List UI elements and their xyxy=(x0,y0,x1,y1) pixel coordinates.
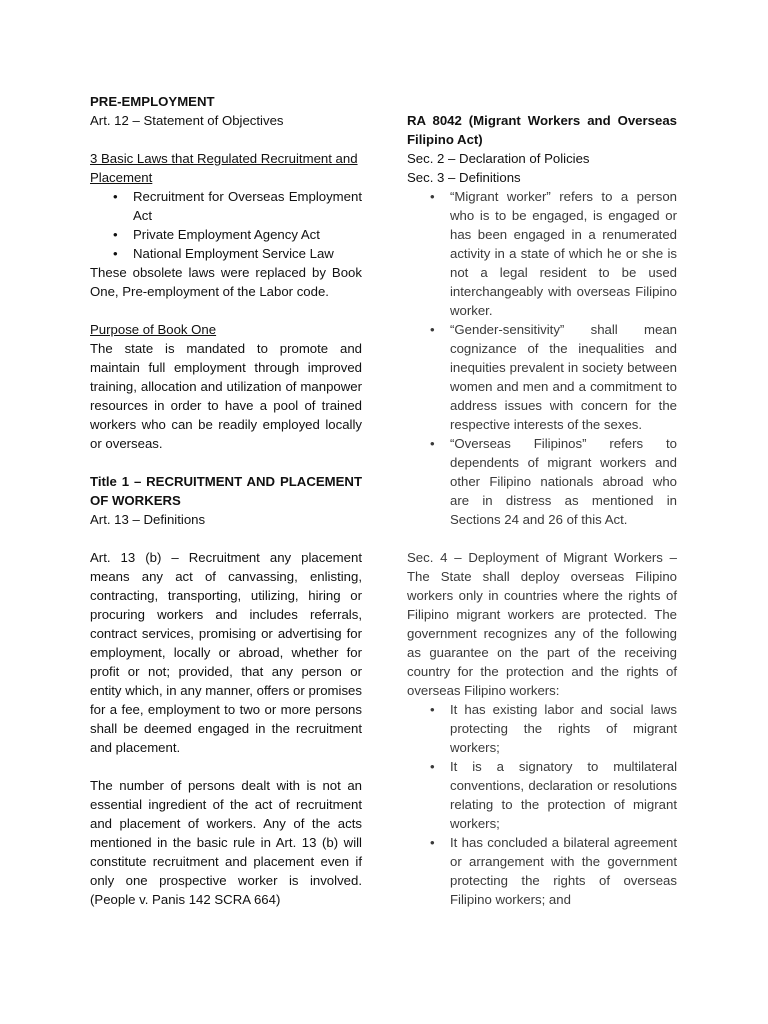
list-item: • It has existing labor and social laws protecting the rights of migrant workers; xyxy=(430,702,677,755)
bullet-icon: • xyxy=(430,702,435,717)
bullet-icon: • xyxy=(430,322,435,337)
left-column xyxy=(90,92,362,909)
list-item: • “Migrant worker” refers to a person who is to be engaged, is engaged or has been engaged in a renumerated activity in a state of which he or she is not a legal resident to be used interchangeably with overseas Filipino worker. xyxy=(430,189,677,318)
art-12-line: Art. 12 – Statement of Objectives xyxy=(90,113,284,128)
pre-employment-heading: PRE-EMPLOYMENT xyxy=(90,94,215,109)
bullet-icon: • xyxy=(113,246,118,261)
list-item: • Recruitment for Overseas Employment Act xyxy=(113,189,362,223)
number-of-persons-paragraph: The number of persons dealt with is not an essential ingredient of the act of recruitment and placement of workers. Any of the acts mentioned in the basic rule in Art. 13 (b) will constitute recruitment and placement even if only one prospective worker is involved. (People v. Panis 142 SCRA 664) xyxy=(90,778,362,907)
basic-laws-heading: 3 Basic Laws that Regulated Recruitment and Placement xyxy=(90,151,358,185)
bullet-icon: • xyxy=(430,759,435,774)
bullet-icon: • xyxy=(113,227,118,242)
bullet-icon: • xyxy=(430,436,435,451)
bullet-icon: • xyxy=(430,189,435,204)
purpose-paragraph: The state is mandated to promote and maintain full employment through improved training, allocation and utilization of manpower resources in order to have a pool of trained workers who can be readily employed locally or overseas. xyxy=(90,341,362,451)
bullet-icon: • xyxy=(113,189,118,204)
ra-8042-heading: RA 8042 (Migrant Workers and Overseas Filipino Act) xyxy=(407,113,677,147)
basic-laws-list xyxy=(90,187,362,263)
list-item: • It is a signatory to multilateral conventions, declaration or resolutions relating to the protection of migrant workers; xyxy=(430,759,677,831)
obsolete-laws-paragraph: These obsolete laws were replaced by Book One, Pre-employment of the Labor code. xyxy=(90,265,362,299)
bullet-icon: • xyxy=(430,835,435,850)
purpose-heading: Purpose of Book One xyxy=(90,322,217,337)
sec-3-line: Sec. 3 – Definitions xyxy=(407,170,521,185)
sec-4-paragraph: Sec. 4 – Deployment of Migrant Workers – The State shall deploy overseas Filipino workers only in countries where the rights of Filipino migrant workers are protected. The government recognizes any of the following as guarantee on the part of the receiving country for the protection and the rights of overseas Filipino workers: xyxy=(407,550,677,698)
sec-2-line: Sec. 2 – Declaration of Policies xyxy=(407,151,590,166)
right-column xyxy=(407,92,677,909)
list-item: • “Gender-sensitivity” shall mean cognizance of the inequalities and inequities prevalent in society between women and men and a commitment to address issues with concern for the respective interests of the sexes. xyxy=(430,322,677,432)
list-item: • Private Employment Agency Act xyxy=(113,227,320,242)
list-item: • National Employment Service Law xyxy=(113,246,334,261)
art-13-line: Art. 13 – Definitions xyxy=(90,512,206,527)
art-13b-paragraph: Art. 13 (b) – Recruitment any placement means any act of canvassing, enlisting, contracting, transporting, utilizing, hiring or procuring workers and includes referrals, contract services, promising or advertising for employment, locally or abroad, whether for profit or not; provided, that any person or entity which, in any manner, offers or promises for a fee, employment to two or more persons shall be deemed engaged in the recruitment and placement. xyxy=(90,550,362,755)
title-1-heading: Title 1 – RECRUITMENT AND PLACEMENT OF WORKERS xyxy=(90,474,362,508)
definitions-list xyxy=(407,187,677,529)
list-item: • It has concluded a bilateral agreement or arrangement with the government protecting the rights of overseas Filipino workers; and xyxy=(430,835,677,907)
guarantees-list xyxy=(407,700,677,909)
list-item: • “Overseas Filipinos” refers to dependents of migrant workers and other Filipino nationals abroad who are in distress as mentioned in Sections 24 and 26 of this Act. xyxy=(430,436,677,527)
